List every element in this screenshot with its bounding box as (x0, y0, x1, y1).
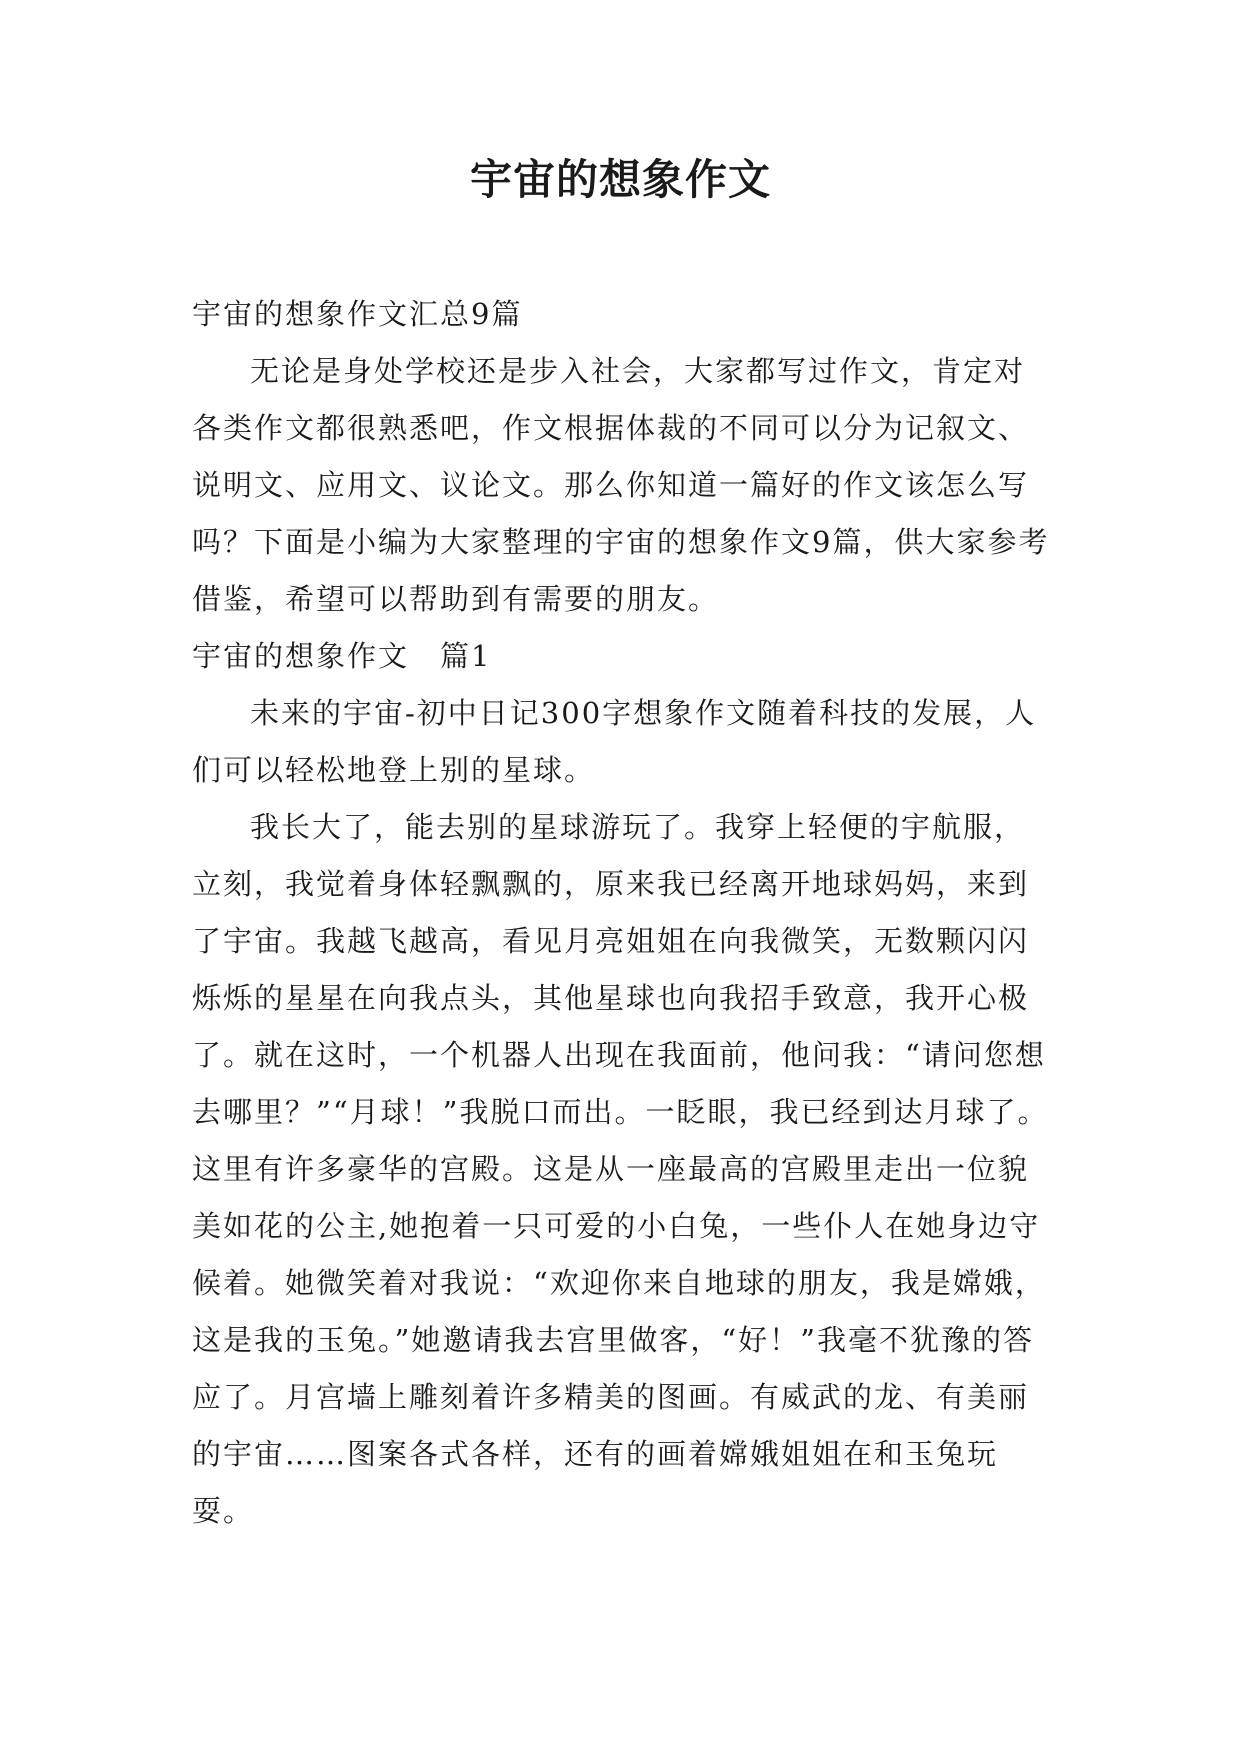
paragraph: 我长大了，能去别的星球游玩了。我穿上轻便的宇航服，立刻，我觉着身体轻飘飘的，原来我已经离开地球妈妈，来到了宇宙。我越飞越高，看见月亮姐姐在向我微笑，无数颗闪闪烁烁的星星在向我点头，其他星球也向我招手致意，我开心极了。就在这时，一个机器人出现在我面前，他问我：“请问您想去哪里？”“月球！”我脱口而出。一眨眼，我已经到达月球了。这里有许多豪华的宫殿。这是从一座最高的宫殿里走出一位貌美如花的公主,她抱着一只可爱的小白兔，一些仆人在她身边守候着。她微笑着对我说：“欢迎你来自地球的朋友，我是嫦娥，这是我的玉兔。”她邀请我去宫里做客，“好！”我毫不犹豫的答应了。月宫墙上雕刻着许多精美的图画。有威武的龙、有美丽的宇宙……图案各式各样，还有的画着嫦娥姐姐在和玉兔玩耍。 (192, 810, 1049, 1528)
document-body (192, 286, 1052, 1540)
document-subtitle: 宇宙的想象作文汇总9篇 (192, 297, 523, 331)
paragraph: 未来的宇宙-初中日记300字想象作文随着科技的发展，人们可以轻松地登上别的星球。 (192, 696, 1037, 787)
section-heading: 宇宙的想象作文 篇1 (192, 639, 492, 673)
document-title: 宇宙的想象作文 (469, 155, 771, 204)
intro-paragraph: 无论是身处学校还是步入社会，大家都写过作文，肯定对各类作文都很熟悉吧，作文根据体裁的不同可以分为记叙文、说明文、应用文、议论文。那么你知道一篇好的作文该怎么写吗？下面是小编为大家整理的宇宙的想象作文9篇，供大家参考借鉴，希望可以帮助到有需要的朋友。 (192, 354, 1050, 616)
